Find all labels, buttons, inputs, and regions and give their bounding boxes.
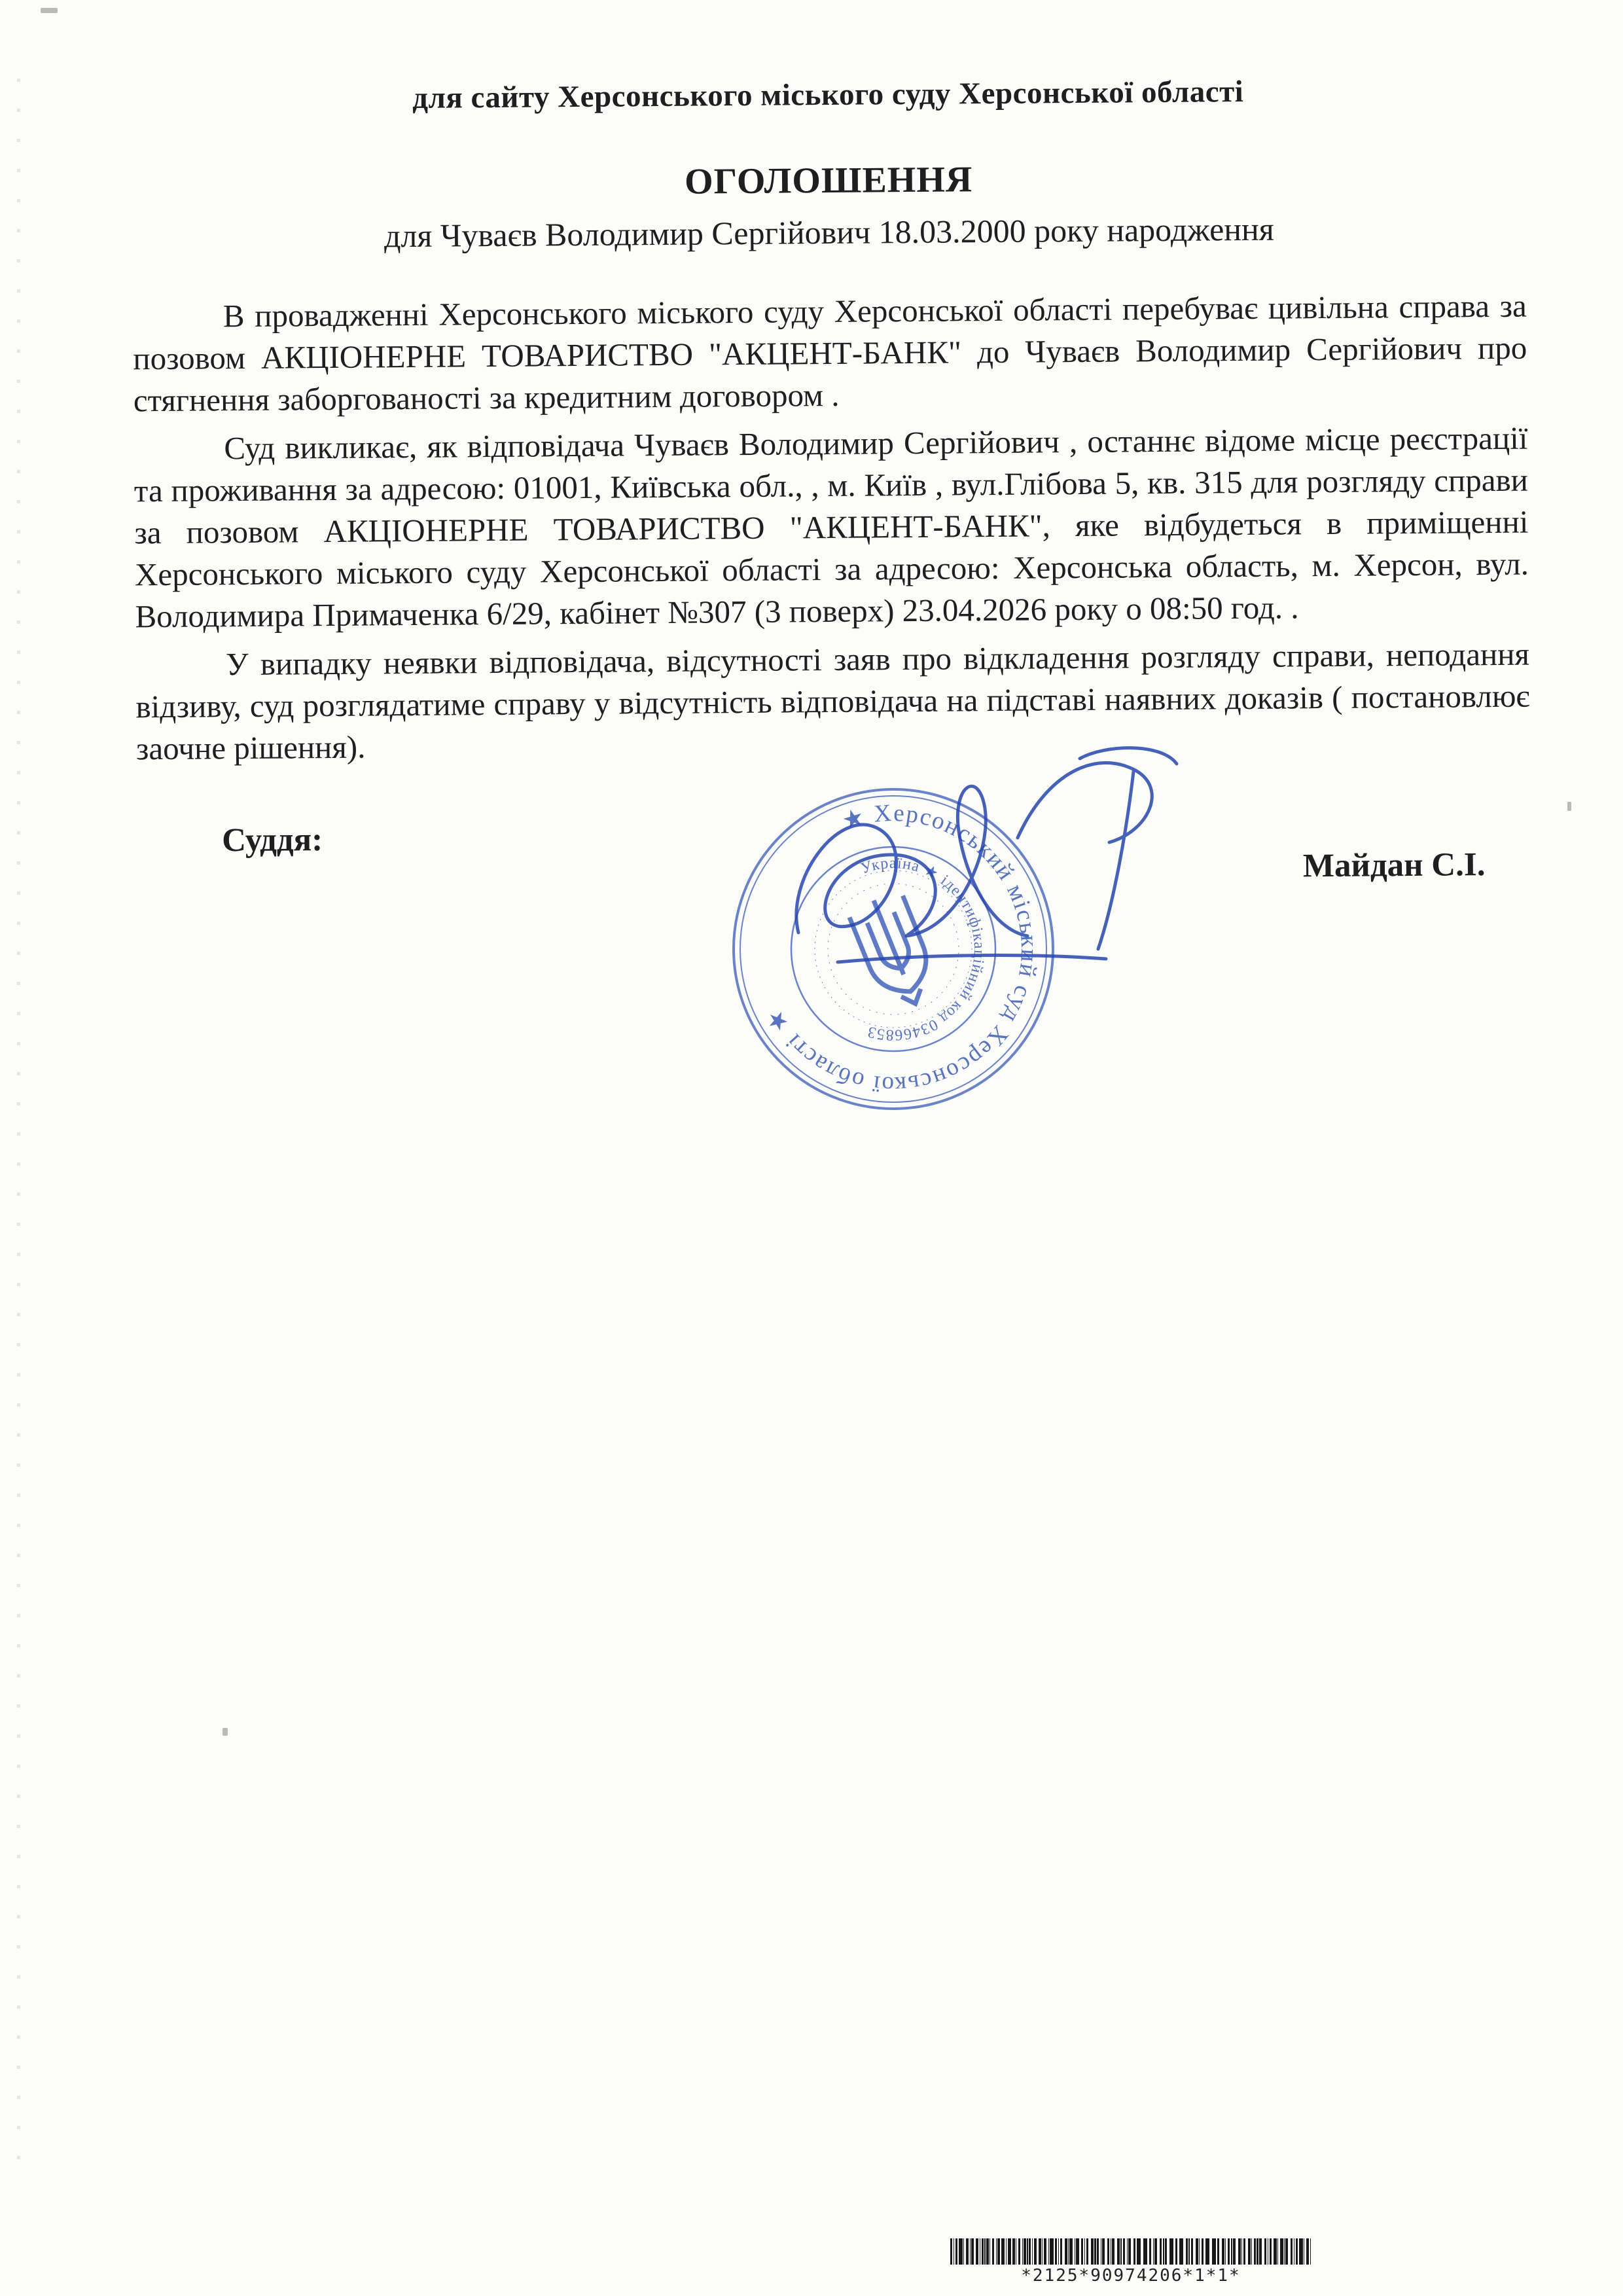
signature-row xyxy=(137,812,1531,895)
document-title: ОГОЛОШЕННЯ xyxy=(684,159,973,202)
barcode xyxy=(950,2238,1311,2265)
scan-artifact xyxy=(17,79,20,2173)
site-line: для сайту Херсонського міського суду Херсонської області xyxy=(412,75,1244,115)
barcode-block xyxy=(950,2238,1311,2286)
document-content xyxy=(131,72,1531,895)
judge-label: Суддя: xyxy=(221,821,323,859)
stamp-inner-text: Україна ★ ідентифікаційний код 03466853 xyxy=(859,855,988,1044)
paragraph-absence-warning: У випадку неявки відповідача, відсутності заяв про відкладення розгляду справи, неподання відзиву, суд розглядатиме справу у відсутність відповідача на підставі наявних доказів ( постановлює заочне рішення). xyxy=(135,636,1530,767)
scan-artifact xyxy=(1567,802,1571,811)
document-subtitle: для Чуваєв Володимир Сергійович 18.03.2000 року народження xyxy=(383,210,1274,255)
scan-artifact xyxy=(223,1728,228,1736)
stamp-outer-text: ★ Херсонський міський суд Херсонської області ★ xyxy=(760,799,1043,1099)
trident-icon xyxy=(847,889,942,1014)
scan-artifact xyxy=(41,8,58,13)
barcode-text: *2125*90974206*1*1* xyxy=(1021,2266,1241,2286)
judge-name: Майдан С.І. xyxy=(1302,846,1486,885)
paragraph-summons: Суд викликає, як відповідача Чуваєв Володимир Сергійович , останнє відоме місце реєстрації та проживання за адресою: 01001, Київська обл., , м. Київ , вул.Глібова 5, кв. 315 для розгляду справи за позовом АКЦІОНЕРНЕ ТОВАРИСТВО "АКЦЕНТ-БАНК", яке відбудеться в приміщенні Херсонського міського суду Херсонської області за адресою: Херсонська область, м. Херсон, вул. Володимира Примаченка 6/29, кабінет №307 (3 поверх) 23.04.2026 року о 08:50 год. . xyxy=(134,420,1529,635)
paragraph-case-intro: В провадженні Херсонського міського суду Херсонської області перебуває цивільна справа за позовом АКЦІОНЕРНЕ ТОВАРИСТВО "АКЦЕНТ-БАНК" до Чуваєв Володимир Сергійович про стягнення заборгованості за кредитним договором . xyxy=(133,287,1527,419)
